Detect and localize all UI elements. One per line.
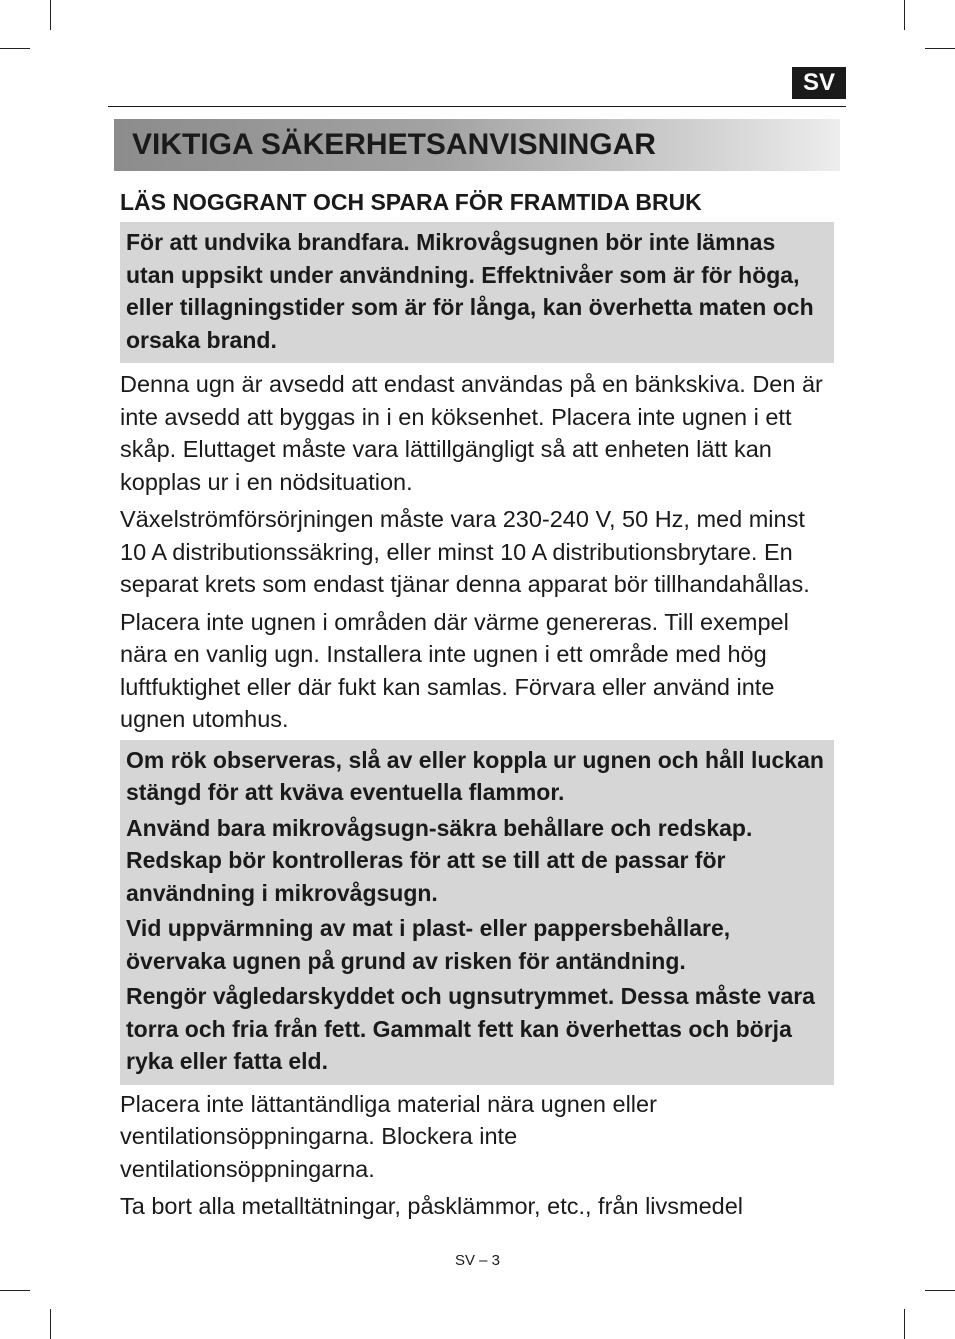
crop-mark: [904, 0, 905, 30]
language-badge: SV: [792, 67, 846, 99]
crop-mark: [50, 1309, 51, 1339]
warning-text: Vid uppvärmning av mat i plast- eller pappersbehållare, övervaka ugnen på grund av risken för antändning.: [126, 915, 731, 974]
paragraph-location: Placera inte ugnen i områden där värme genereras. Till exempel nära en vanlig ugn. Installera inte ugnen i ett område med hög luftfuktighet eller där fukt kan samlas. Förvara eller använd inte ugnen utomhus.: [120, 608, 789, 732]
crop-mark: [904, 1309, 905, 1339]
warning-box-safety: [120, 740, 834, 1085]
paragraph-placement: Denna ugn är avsedd att endast användas på en bänkskiva. Den är inte avsedd att byggas in i en köksenhet. Placera inte ugnen i ett skåp. Eluttaget måste vara lättillgängligt så att enheten lätt kan kopplas ur i en nödsituation.: [120, 371, 823, 495]
title-bar: [114, 119, 840, 171]
warning-text: Använd bara mikrovågsugn-säkra behållare och redskap. Redskap bör kontrolleras för att se till att de passar för användning i mikrovågsugn.: [126, 814, 753, 906]
subheading: LÄS NOGGRANT OCH SPARA FÖR FRAMTIDA BRUK: [120, 189, 702, 215]
crop-mark: [0, 1290, 30, 1291]
crop-mark: [0, 48, 30, 49]
warning-text: Rengör vågledarskyddet och ugnsutrymmet. Dessa måste vara torra och fria från fett. Gammalt fett kan överhettas och börja ryka eller fatta eld.: [126, 983, 815, 1074]
paragraph-flammables: Placera inte lättantändliga material nära ugnen eller ventilationsöppningarna. Blockera inte ventilationsöppningarna.: [120, 1090, 657, 1182]
main-content: [120, 186, 834, 1227]
warning-box-fire: [120, 222, 834, 363]
page-number: SV – 3: [454, 1252, 501, 1269]
crop-mark: [925, 48, 955, 49]
crop-mark: [925, 1290, 955, 1291]
crop-mark: [50, 0, 51, 30]
page-title: VIKTIGA SÄKERHETSANVISNINGAR: [132, 128, 656, 161]
paragraph-power-supply: Växelströmförsörjningen måste vara 230-240 V, 50 Hz, med minst 10 A distributionssäkring, eller minst 10 A distributionsbrytare. En separat krets som endast tjänar denna apparat bör tillhandahållas.: [120, 506, 810, 597]
header-rule: [108, 106, 846, 107]
paragraph-metal: Ta bort alla metalltätningar, påsklämmor, etc., från livsmedel: [120, 1193, 744, 1219]
warning-text: För att undvika brandfara. Mikrovågsugnen bör inte lämnas utan uppsikt under användning. Effektnivåer som är för höga, eller tillagningstider som är för långa, kan överhetta maten och orsaka brand.: [126, 229, 814, 353]
warning-text: Om rök observeras, slå av eller koppla ur ugnen och håll luckan stängd för att kväva eventuella flammor.: [126, 746, 824, 805]
